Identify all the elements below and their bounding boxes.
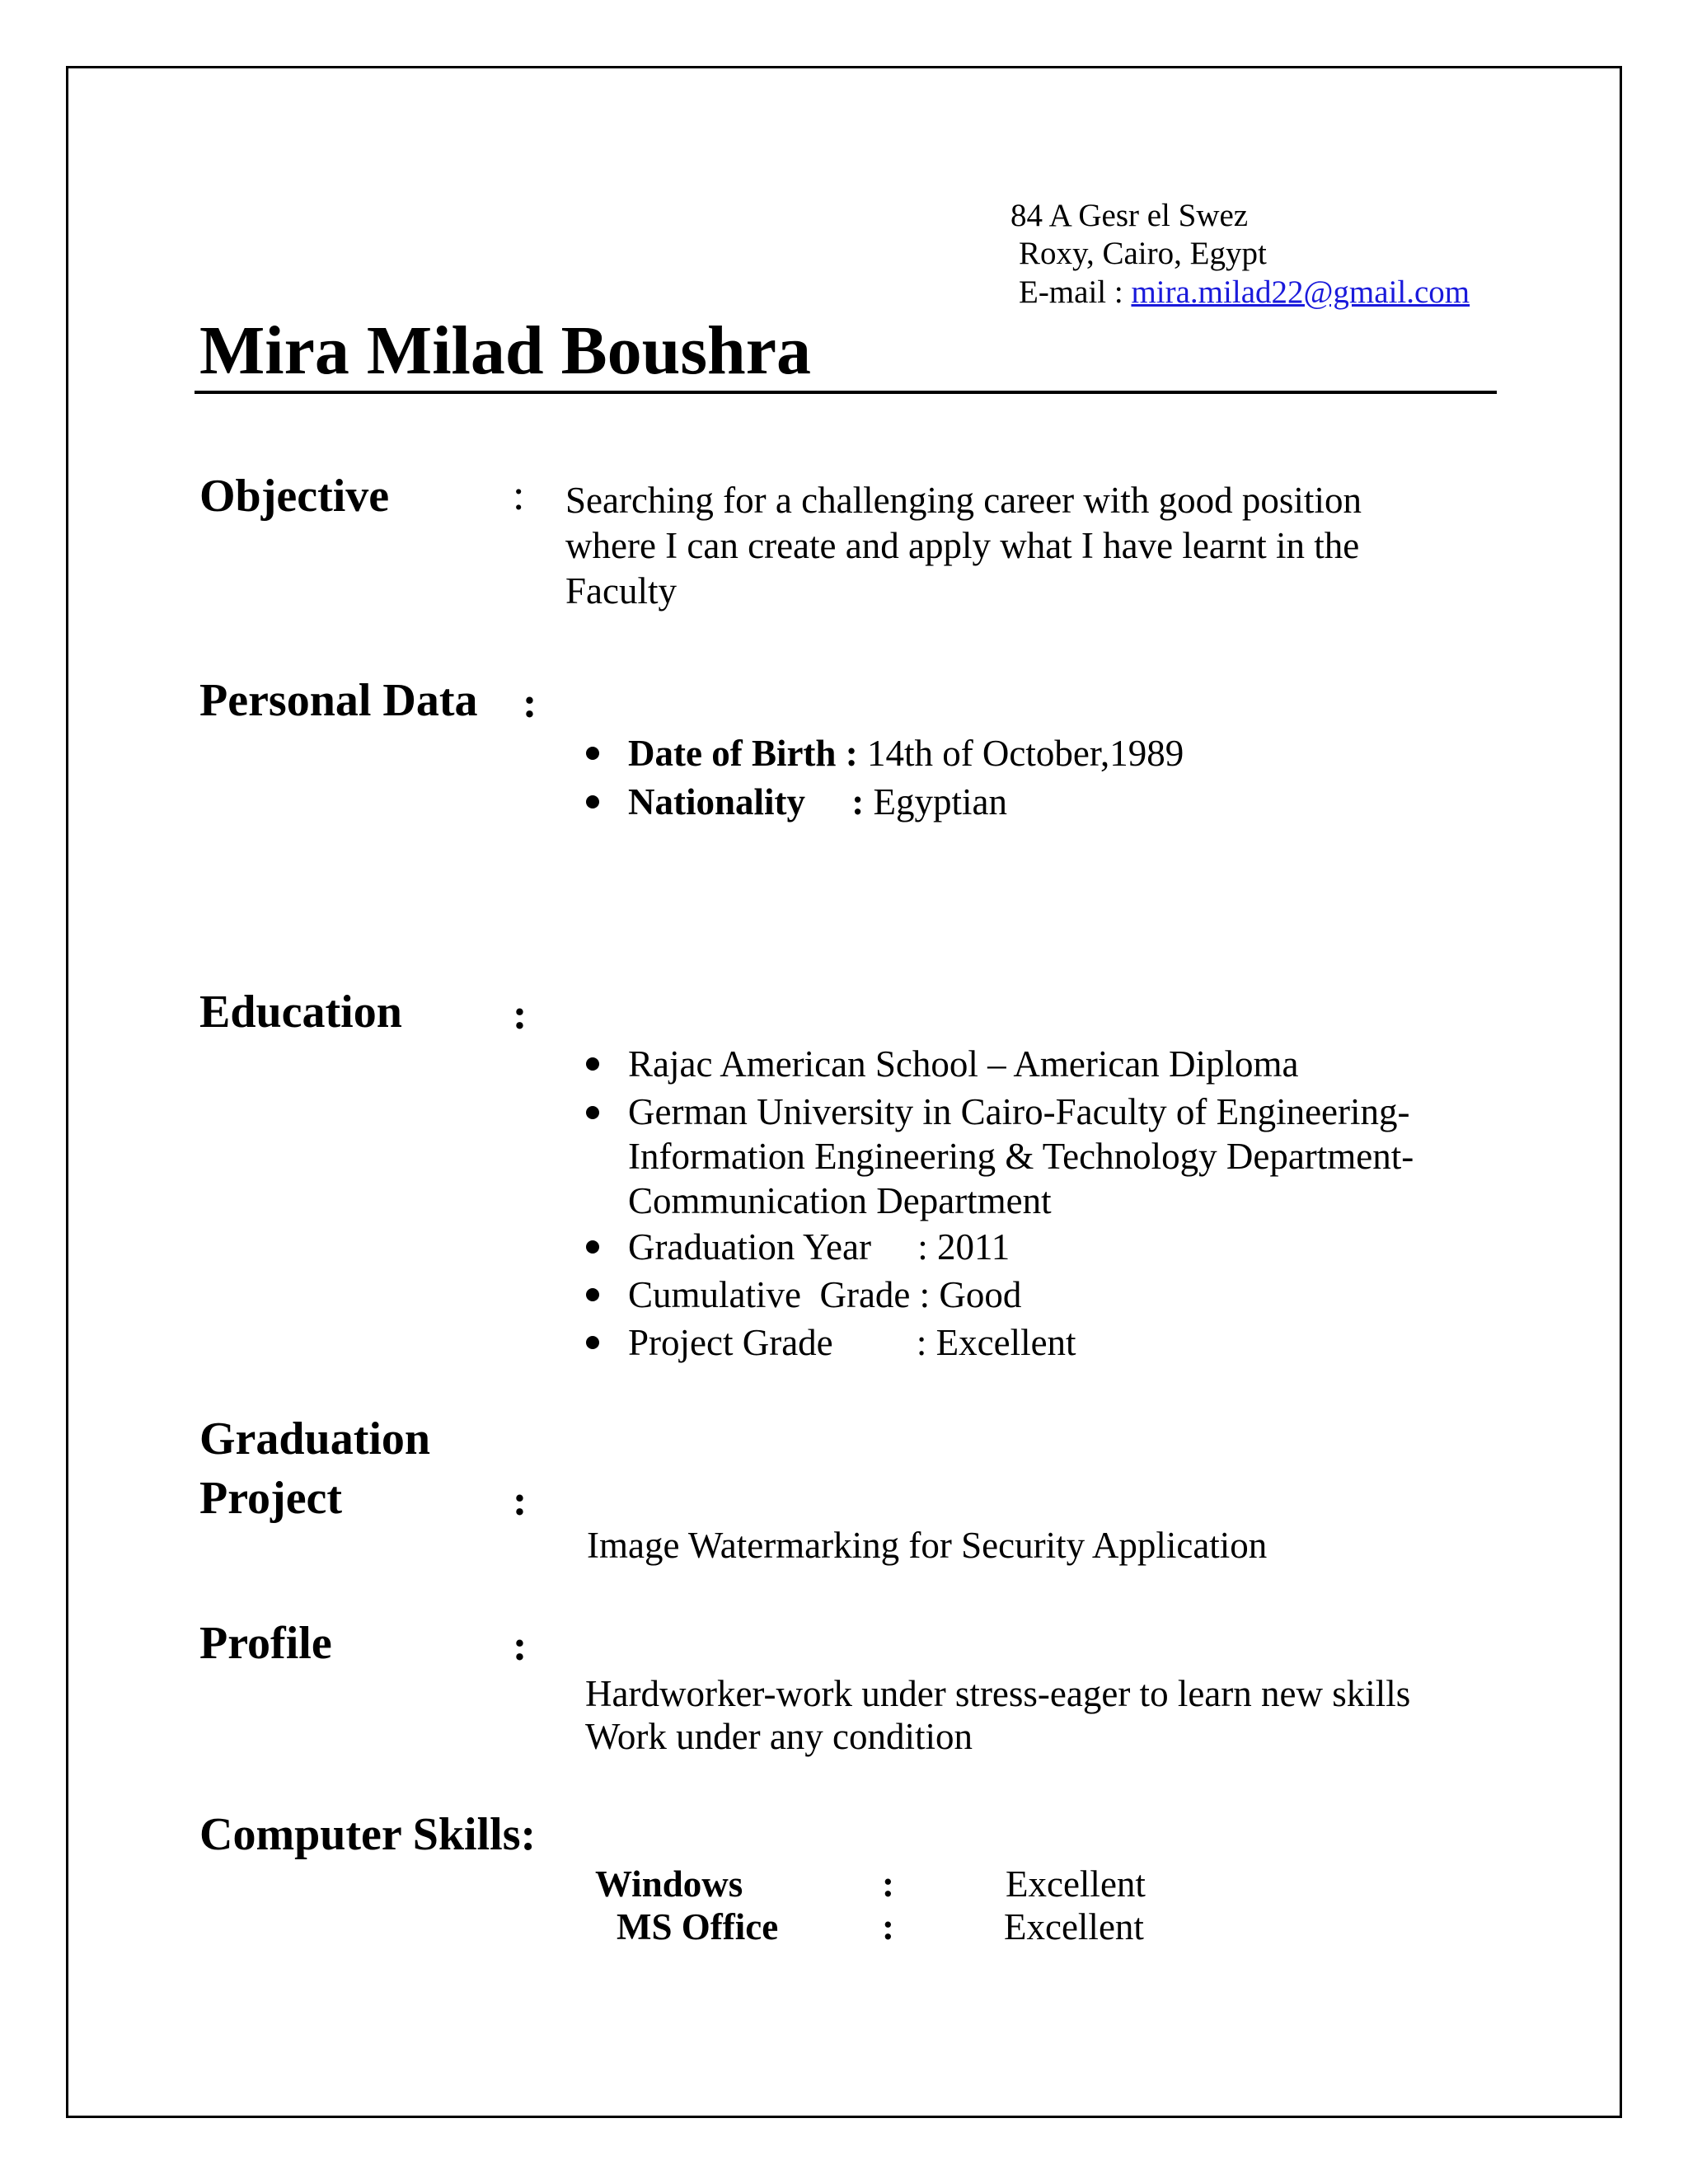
- address-line-2: Roxy, Cairo, Egypt: [1019, 236, 1267, 271]
- skill-name-windows: Windows: [595, 1863, 743, 1905]
- dob-value: 14th of October,1989: [866, 733, 1184, 774]
- skill-colon: :: [882, 1863, 894, 1905]
- skill-level-windows: Excellent: [1006, 1863, 1146, 1905]
- education-item-1: Rajac American School – American Diploma: [628, 1043, 1299, 1085]
- bullet-icon: [586, 1240, 599, 1254]
- education-item-4: Cumulative Grade : Good: [628, 1274, 1022, 1315]
- education-item-2-line-2: Information Engineering & Technology Department-: [628, 1136, 1414, 1177]
- profile-line-1: Hardworker-work under stress-eager to learn new skills: [585, 1673, 1411, 1714]
- skill-name-ms-office: MS Office: [617, 1906, 779, 1947]
- objective-line-3: Faculty: [565, 570, 677, 612]
- nationality-row: [628, 780, 1007, 825]
- email-link[interactable]: mira.milad22@gmail.com: [1131, 274, 1470, 310]
- bullet-icon: [586, 795, 599, 808]
- graduation-project-heading-line-2: Project: [199, 1473, 343, 1524]
- dob-row: [628, 731, 1184, 776]
- graduation-project-text: Image Watermarking for Security Application: [587, 1525, 1268, 1566]
- education-heading: Education: [199, 987, 402, 1038]
- personal-data-colon: :: [523, 680, 537, 727]
- objective-line-1: Searching for a challenging career with good position: [565, 480, 1362, 521]
- profile-heading: Profile: [199, 1618, 332, 1669]
- profile-colon: :: [513, 1623, 528, 1670]
- objective-heading: Objective: [199, 471, 390, 522]
- profile-line-2: Work under any condition: [585, 1716, 973, 1757]
- nationality-value: Egyptian: [873, 781, 1007, 823]
- nationality-label: Nationality :: [628, 781, 874, 823]
- computer-skills-heading: Computer Skills:: [199, 1809, 537, 1860]
- email-label: E-mail :: [1019, 274, 1132, 310]
- bullet-icon: [586, 747, 599, 760]
- education-item-2-line-3: Communication Department: [628, 1180, 1052, 1221]
- education-colon: :: [513, 991, 528, 1038]
- email-line: [1019, 273, 1470, 312]
- dob-label: Date of Birth :: [628, 733, 867, 774]
- skill-colon: :: [882, 1906, 894, 1947]
- education-item-2-line-1: German University in Cairo-Faculty of Engineering-: [628, 1091, 1410, 1132]
- address-line-1: 84 A Gesr el Swez: [1010, 198, 1249, 233]
- bullet-icon: [586, 1106, 599, 1119]
- objective-colon: :: [513, 472, 525, 519]
- graduation-project-heading-line-1: Graduation: [199, 1413, 431, 1465]
- bullet-icon: [586, 1288, 599, 1301]
- bullet-icon: [586, 1336, 599, 1349]
- education-item-5: Project Grade : Excellent: [628, 1322, 1076, 1363]
- graduation-project-colon: :: [513, 1478, 528, 1525]
- education-item-3: Graduation Year : 2011: [628, 1226, 1010, 1268]
- applicant-name: Mira Milad Boushra: [199, 312, 812, 389]
- objective-line-2: where I can create and apply what I have learnt in the: [565, 525, 1360, 566]
- skill-level-ms-office: Excellent: [1004, 1906, 1144, 1947]
- header-rule: [195, 391, 1497, 394]
- bullet-icon: [586, 1057, 599, 1071]
- personal-data-heading: Personal Data: [199, 675, 478, 726]
